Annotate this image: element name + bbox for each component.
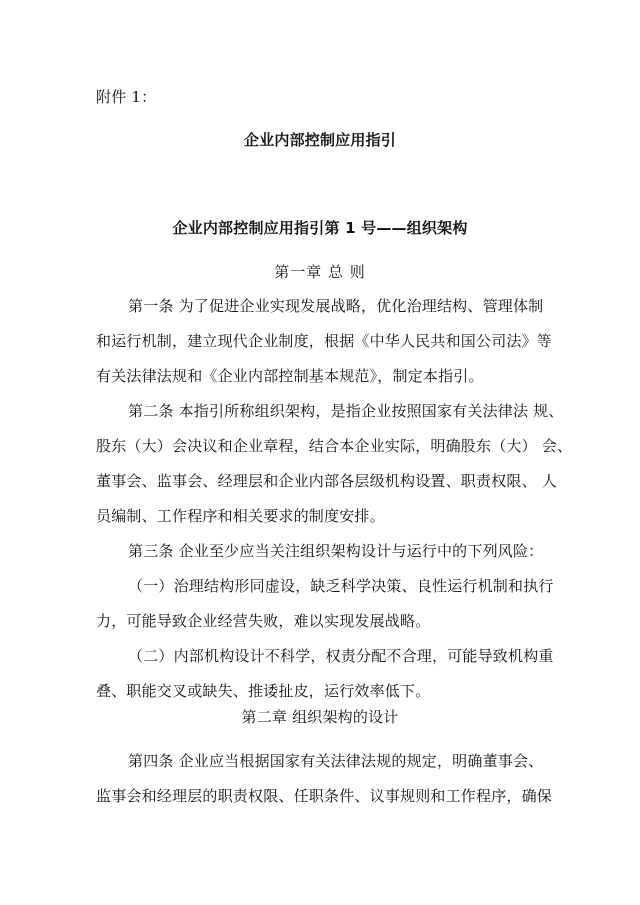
chapter-2-heading: 第二章 组织架构的设计 bbox=[241, 708, 399, 726]
article-1-line-1: 第一条 为了促进企业实现发展战略，优化治理结构、管理体制 bbox=[128, 297, 544, 315]
article-4-line-2: 监事会和经理层的职责权限、任职条件、议事规则和工作程序，确保 bbox=[96, 787, 553, 805]
guideline-subtitle: 企业内部控制应用指引第 1 号——组织架构 bbox=[172, 219, 468, 237]
article-2-line-3: 董事会、监事会、经理层和企业内部各层级机构设置、职责权限、 人 bbox=[96, 472, 557, 490]
article-1-line-2: 和运行机制，建立现代企业制度，根据《中华人民共和国公司法》等 bbox=[96, 332, 553, 350]
document-title: 企业内部控制应用指引 bbox=[243, 131, 396, 149]
risk-1-line-1: （一）治理结构形同虚设，缺乏科学决策、良性运行机制和执行 bbox=[128, 577, 554, 595]
chapter-1-heading: 第一章 总 则 bbox=[274, 263, 366, 281]
article-2-line-4: 员编制、工作程序和相关要求的制度安排。 bbox=[96, 507, 385, 525]
risk-2-line-1: （二）内部机构设计不科学，权责分配不合理，可能导致机构重 bbox=[128, 647, 554, 665]
article-4-line-1: 第四条 企业应当根据国家有关法律法规的规定，明确董事会、 bbox=[128, 752, 544, 770]
article-3-line-1: 第三条 企业至少应当关注组织架构设计与运行中的下列风险： bbox=[128, 542, 544, 560]
risk-2-line-2: 叠、职能交叉或缺失、推诿扯皮，运行效率低下。 bbox=[96, 682, 431, 700]
article-1-line-3: 有关法律法规和《企业内部控制基本规范》，制定本指引。 bbox=[96, 367, 484, 385]
risk-1-line-2: 力，可能导致企业经营失败，难以实现发展战略。 bbox=[96, 612, 431, 630]
article-2-line-2: 股东（大）会决议和企业章程，结合本企业实际，明确股东（大） 会、 bbox=[96, 437, 573, 455]
article-2-line-1: 第二条 本指引所称组织架构，是指企业按照国家有关法律法 规、 bbox=[128, 402, 564, 420]
attachment-label: 附件 1： bbox=[96, 88, 157, 106]
